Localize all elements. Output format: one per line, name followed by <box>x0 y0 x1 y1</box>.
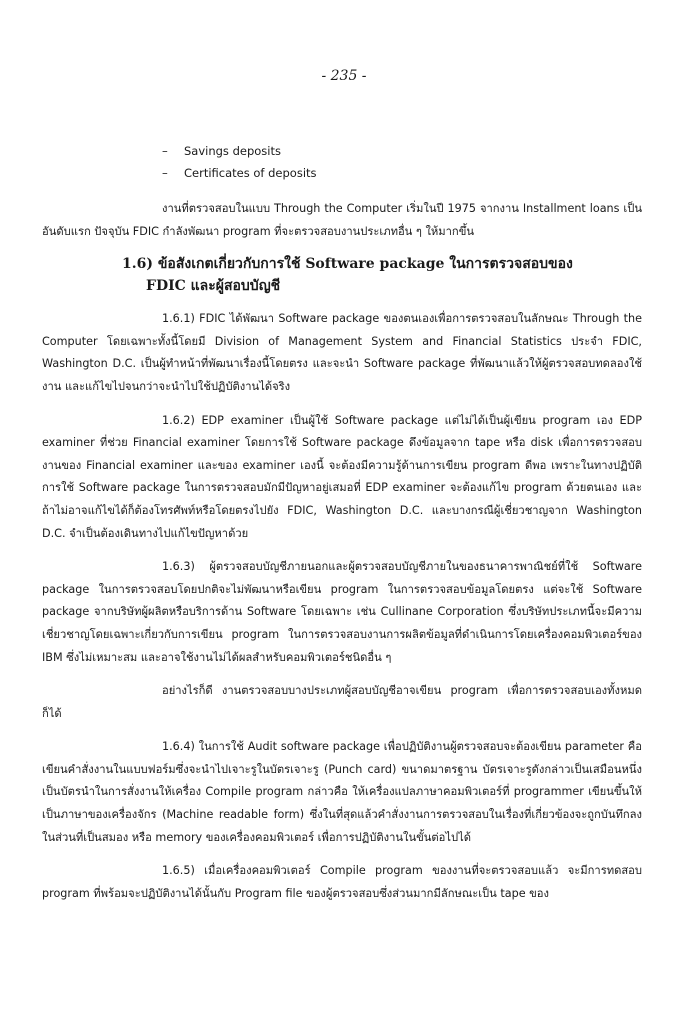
section-heading-line2: FDIC และผู้สอบบัญชี <box>146 278 281 295</box>
section-heading: 1.6) ข้อสังเกตเกี่ยวกับการใช้ Software package ในการตรวจสอบของ <box>122 256 573 273</box>
list-item <box>162 162 317 184</box>
paragraph-1-6-5: 1.6.5) เมื่อเครื่องคอมพิวเตอร์ Compile program ของงานที่จะตรวจสอบแล้ว จะมีการทดสอบ program ที่พร้อมจะปฏิบัติงานได้นั้นกับ Program file ของผู้ตรวจสอบซึ่งส่วนมากมีลักษณะเป็น tape ของ <box>42 864 642 900</box>
page-number: - 235 - <box>321 68 367 84</box>
dash-bullet-icon: – <box>162 144 168 158</box>
paragraph-1-6-3: 1.6.3) ผู้ตรวจสอบบัญชีภายนอกและผู้ตรวจสอบบัญชีภายในของธนาคารพาณิชย์ที่ใช้ Software package ในการตรวจสอบโดยปกติจะไม่พัฒนาหรือเขียน program ในการตรวจสอบข้อมูลโดยตรง แต่จะใช้ Software package จากบริษัทผู้ผลิตหรือบริการด้าน Software โดยเฉพาะ เช่น Cullinane Corporation ซึ่งบริษัทประเภทนี้จะมีความเชี่ยวชาญโดยเฉพาะเกี่ยวกับการเขียน program ในการตรวจสอบงานการผลิตข้อมูลที่ดำเนินการโดยเครื่องคอมพิวเตอร์ของ IBM ซึ่งไม่เหมาะสม และอาจใช้งานไม่ได้ผลสำหรับคอมพิวเตอร์ชนิดอื่น ๆ <box>42 560 642 664</box>
paragraph-1-6-4: 1.6.4) ในการใช้ Audit software package เพื่อปฏิบัติงานผู้ตรวจสอบจะต้องเขียน parameter คือเขียนคำสั่งงานในแบบฟอร์มซึ่งจะนำไปเจาะรูในบัตรเจาะรู (Punch card) ขนาดมาตรฐาน บัตรเจาะรูดังกล่าวเป็นเสมือนหนึ่งเป็นบัตรนำในการสั่งงานให้เครื่อง Compile program กล่าวคือ ให้เครื่องแปลภาษาคอมพิวเตอร์ที่ programmer เขียนขึ้นให้เป็นภาษาของเครื่องจักร (Machine readable form) ซึ่งในที่สุดแล้วคำสั่งงานการตรวจสอบในเรื่องที่เกี่ยวข้องจะถูกบันทึกลงในส่วนที่เป็นสมอง หรือ memory ของเครื่องคอมพิวเตอร์ เพื่อการปฏิบัติงานในขั้นต่อไปได้ <box>42 740 642 844</box>
dash-bullet-icon: – <box>162 166 168 180</box>
list-item <box>162 140 317 162</box>
list-item-text: Certificates of deposits <box>184 166 317 180</box>
paragraph-1-6-1: 1.6.1) FDIC ได้พัฒนา Software package ของตนเองเพื่อการตรวจสอบในลักษณะ Through the Computer โดยเฉพาะทั้งนี้โดยมี Division of Management System and Financial Statistics ประจำ FDIC, Washington D.C. เป็นผู้ทำหน้าที่พัฒนาเรื่องนี้โดยตรง และจะนำ Software package ที่พัฒนาแล้วให้ผู้ตรวจสอบทดลองใช้งาน และแก้ไขไปจนกว่าจะนำไปใช้ปฏิบัติงานได้จริง <box>42 312 642 393</box>
list-item-text: Savings deposits <box>184 144 281 158</box>
paragraph-1-6-2: 1.6.2) EDP examiner เป็นผู้ใช้ Software package แต่ไม่ได้เป็นผู้เขียน program เอง EDP examiner ที่ช่วย Financial examiner โดยการใช้ Software package ดึงข้อมูลจาก tape หรือ disk เพื่อการตรวจสอบงานของ Financial examiner และของ examiner เองนี้ จะต้องมีความรู้ด้านการเขียน program ดีพอ เพราะในทางปฏิบัติการใช้ Software package ในการตรวจสอบมักมีปัญหาอยู่เสมอที่ EDP examiner จะต้องแก้ไข program ด้วยตนเอง และถ้าไม่อาจแก้ไขได้ก็ต้องโทรศัพท์หรือโดยตรงไปยัง FDIC, Washington D.C. และบางกรณีผู้เชี่ยวชาญจาก Washington D.C. จำเป็นต้องเดินทางไปแก้ไขปัญหาด้วย <box>42 413 642 540</box>
paragraph-however: อย่างไรก็ดี งานตรวจสอบบางประเภทผู้สอบบัญชีอาจเขียน program เพื่อการตรวจสอบเองทั้งหมดก็ได้ <box>42 684 642 720</box>
intro-paragraph: งานที่ตรวจสอบในแบบ Through the Computer เริ่มในปี 1975 จากงาน Installment loans เป็นอันดับแรก ปัจจุบัน FDIC กำลังพัฒนา program ที่จะตรวจสอบงานประเภทอื่น ๆ ให้มากขึ้น <box>42 202 642 238</box>
body-text <box>42 198 642 916</box>
bullet-list <box>162 140 317 184</box>
